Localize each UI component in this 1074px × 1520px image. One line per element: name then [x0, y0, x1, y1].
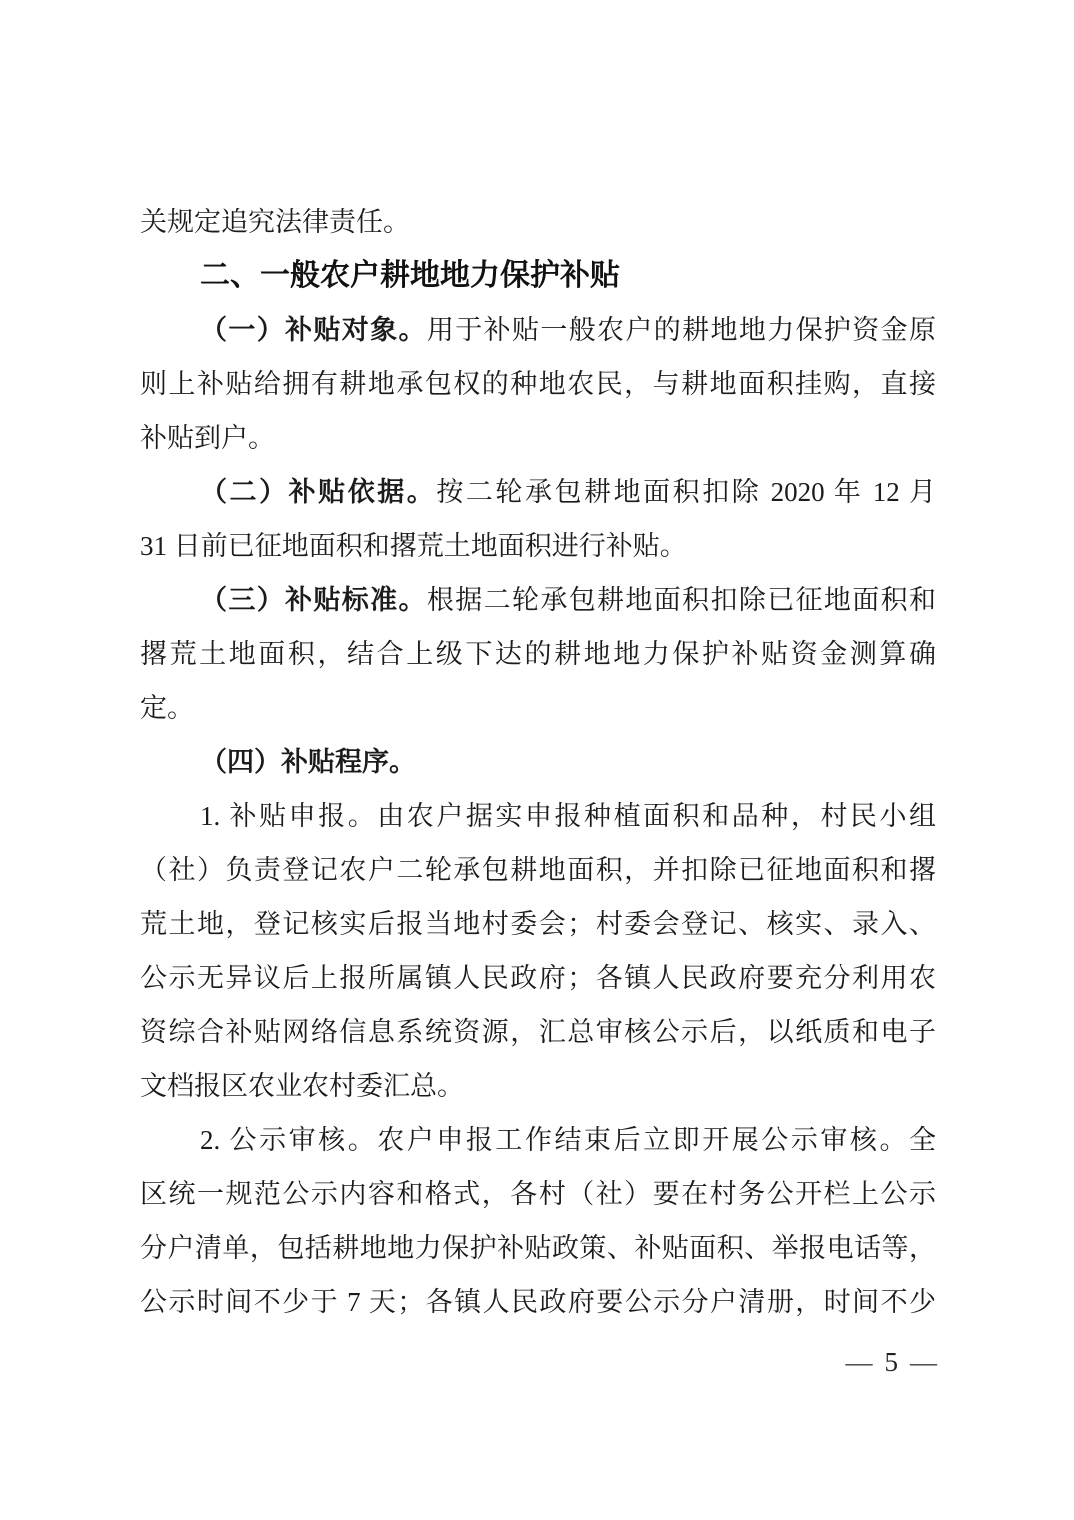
- paragraph-lead: （一）补贴对象。: [200, 315, 427, 345]
- document-body: [140, 195, 936, 1329]
- body-line: 公示时间不少于 7 天；各镇人民政府要公示分户清册，时间不少: [140, 1287, 936, 1317]
- body-line: 荒土地，登记核实后报当地村委会；村委会登记、核实、录入、: [140, 909, 936, 939]
- page-footer: [846, 1340, 938, 1384]
- body-line: 31 日前已征地面积和撂荒土地面积进行补贴。: [140, 531, 687, 561]
- body-line: 文档报区农业农村委汇总。: [140, 1071, 464, 1101]
- footer-dash-right: —: [910, 1347, 937, 1377]
- body-line: 关规定追究法律责任。: [140, 207, 410, 237]
- body-line: [140, 573, 936, 627]
- page-number: 5: [884, 1347, 898, 1377]
- body-line: 补贴到户。: [140, 423, 275, 453]
- body-line: 1. 补贴申报。由农户据实申报种植面积和品种，村民小组: [200, 801, 936, 831]
- paragraph-lead: （三）补贴标准。: [200, 585, 427, 615]
- body-line: （社）负责登记农户二轮承包耕地面积，并扣除已征地面积和撂: [140, 855, 936, 885]
- body-line: 定。: [140, 693, 194, 723]
- paragraph-lead: （四）补贴程序。: [200, 747, 416, 777]
- body-line: 公示无异议后上报所属镇人民政府；各镇人民政府要充分利用农: [140, 963, 936, 993]
- body-line: 则上补贴给拥有耕地承包权的种地农民，与耕地面积挂购，直接: [140, 369, 936, 399]
- body-line: 撂荒土地面积，结合上级下达的耕地地力保护补贴资金测算确: [140, 639, 936, 669]
- body-line: [140, 465, 936, 519]
- paragraph-text: 根据二轮承包耕地面积扣除已征地面积和: [426, 585, 937, 615]
- paragraph-text: 按二轮承包耕地面积扣除 2020 年 12 月: [436, 477, 937, 507]
- body-line: [140, 735, 936, 789]
- footer-dash-left: —: [845, 1347, 873, 1377]
- paragraph-text: 用于补贴一般农户的耕地地力保护资金原: [426, 315, 937, 345]
- section-heading: 二、一般农户耕地地力保护补贴: [200, 259, 620, 292]
- body-line: 资综合补贴网络信息系统资源，汇总审核公示后，以纸质和电子: [140, 1017, 936, 1047]
- body-line: 分户清单，包括耕地地力保护补贴政策、补贴面积、举报电话等，: [140, 1233, 936, 1263]
- body-line: 2. 公示审核。农户申报工作结束后立即开展公示审核。全: [200, 1125, 936, 1155]
- paragraph-lead: （二）补贴依据。: [200, 477, 437, 507]
- body-line: [140, 303, 936, 357]
- body-line: 区统一规范公示内容和格式，各村（社）要在村务公开栏上公示: [140, 1179, 936, 1209]
